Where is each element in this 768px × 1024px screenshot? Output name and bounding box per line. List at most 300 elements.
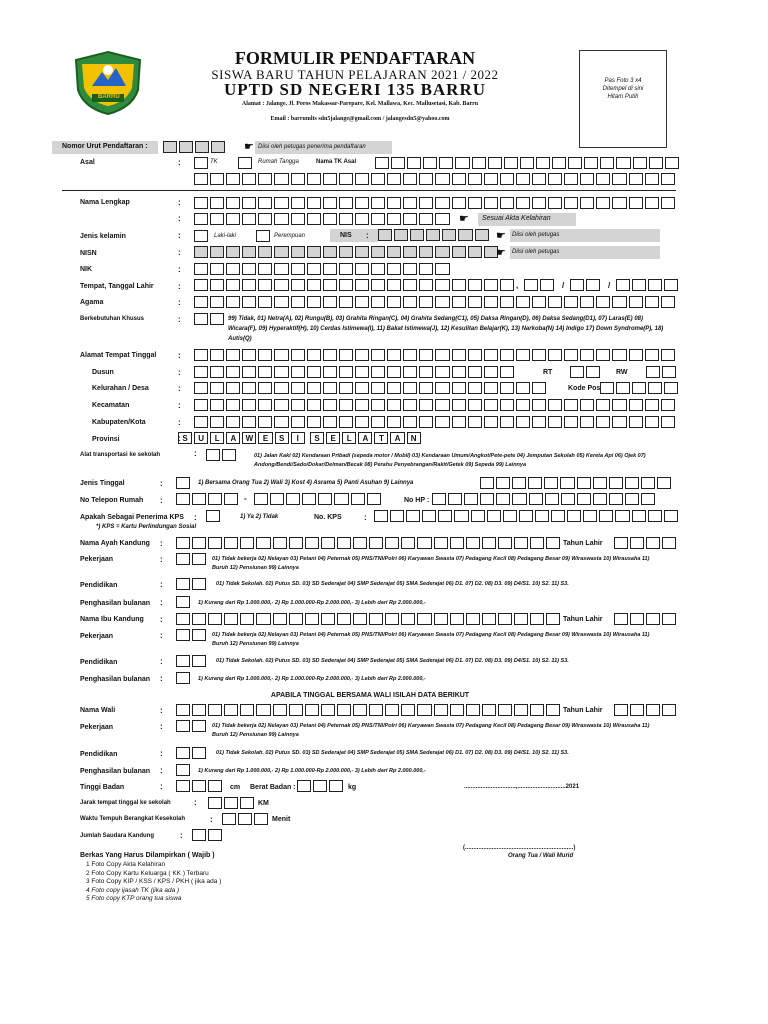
input-box[interactable]: [323, 399, 337, 411]
input-box[interactable]: [176, 672, 190, 684]
input-box[interactable]: [194, 382, 208, 394]
input-box[interactable]: [532, 399, 546, 411]
input-box[interactable]: [403, 416, 417, 428]
input-box[interactable]: [645, 349, 659, 361]
jarak-boxes[interactable]: [208, 797, 256, 809]
input-box[interactable]: [471, 510, 485, 522]
input-box[interactable]: [274, 263, 288, 275]
input-box[interactable]: [548, 173, 562, 185]
input-box[interactable]: [321, 613, 335, 625]
input-box[interactable]: [289, 704, 303, 716]
rt-boxes[interactable]: [570, 366, 602, 378]
input-box[interactable]: [355, 279, 369, 291]
nama-ibu-boxes[interactable]: [176, 613, 562, 625]
input-box[interactable]: [238, 157, 252, 169]
input-box[interactable]: [210, 416, 224, 428]
input-box[interactable]: [371, 173, 385, 185]
input-box[interactable]: [353, 613, 367, 625]
input-box[interactable]: [274, 173, 288, 185]
input-box[interactable]: [630, 704, 644, 716]
input-box[interactable]: [337, 537, 351, 549]
input-box[interactable]: [194, 416, 208, 428]
input-box[interactable]: [551, 510, 565, 522]
kode-pos-boxes[interactable]: [600, 382, 680, 394]
input-box[interactable]: [258, 213, 272, 225]
input-box[interactable]: [226, 279, 240, 291]
letter-box[interactable]: E: [326, 432, 340, 444]
input-box[interactable]: [208, 493, 222, 505]
berkebutuhan-boxes[interactable]: [194, 313, 226, 325]
tempat-lahir-boxes[interactable]: [194, 279, 519, 291]
input-box[interactable]: [612, 416, 626, 428]
input-box[interactable]: [305, 537, 319, 549]
input-box[interactable]: [194, 349, 208, 361]
input-box[interactable]: [273, 704, 287, 716]
input-box[interactable]: [307, 296, 321, 308]
input-box[interactable]: [323, 197, 337, 209]
input-box[interactable]: [600, 382, 614, 394]
input-box[interactable]: [625, 493, 639, 505]
input-box[interactable]: [570, 366, 584, 378]
input-box[interactable]: [210, 382, 224, 394]
input-box[interactable]: [339, 173, 353, 185]
input-box[interactable]: [629, 173, 643, 185]
input-box[interactable]: [614, 537, 628, 549]
input-box[interactable]: [464, 493, 478, 505]
input-box[interactable]: [468, 246, 482, 258]
input-box[interactable]: [614, 704, 628, 716]
input-box[interactable]: [435, 197, 449, 209]
input-box[interactable]: [661, 349, 675, 361]
input-box[interactable]: [258, 382, 272, 394]
input-box[interactable]: [194, 399, 208, 411]
input-box[interactable]: [567, 510, 581, 522]
input-box[interactable]: [371, 366, 385, 378]
pekerjaan-wali-boxes[interactable]: [176, 720, 208, 732]
input-box[interactable]: [435, 173, 449, 185]
input-box[interactable]: [435, 246, 449, 258]
input-box[interactable]: [580, 349, 594, 361]
input-box[interactable]: [633, 157, 647, 169]
input-box[interactable]: [500, 399, 514, 411]
input-box[interactable]: [452, 173, 466, 185]
input-box[interactable]: [210, 399, 224, 411]
input-box[interactable]: [468, 173, 482, 185]
input-box[interactable]: [323, 296, 337, 308]
input-box[interactable]: [403, 279, 417, 291]
input-box[interactable]: [208, 537, 222, 549]
input-box[interactable]: [337, 704, 351, 716]
input-box[interactable]: [632, 382, 646, 394]
input-box[interactable]: [176, 613, 190, 625]
input-box[interactable]: [179, 141, 193, 153]
input-box[interactable]: [403, 366, 417, 378]
input-box[interactable]: [452, 416, 466, 428]
berat-badan-boxes[interactable]: [297, 780, 345, 792]
input-box[interactable]: [323, 349, 337, 361]
input-box[interactable]: [664, 382, 678, 394]
input-box[interactable]: [629, 349, 643, 361]
letter-box[interactable]: U: [194, 432, 208, 444]
nama-tk-boxes-2[interactable]: [194, 173, 677, 185]
input-box[interactable]: [419, 296, 433, 308]
input-box[interactable]: [419, 382, 433, 394]
input-box[interactable]: [369, 613, 383, 625]
input-box[interactable]: [536, 157, 550, 169]
input-box[interactable]: [496, 493, 510, 505]
input-box[interactable]: [210, 313, 224, 325]
input-box[interactable]: [612, 197, 626, 209]
input-box[interactable]: [630, 537, 644, 549]
input-box[interactable]: [256, 230, 270, 242]
input-box[interactable]: [406, 510, 420, 522]
input-box[interactable]: [548, 416, 562, 428]
input-box[interactable]: [323, 416, 337, 428]
nik-boxes[interactable]: [194, 263, 452, 275]
input-box[interactable]: [371, 416, 385, 428]
input-box[interactable]: [648, 510, 662, 522]
input-box[interactable]: [466, 537, 480, 549]
input-box[interactable]: [532, 349, 546, 361]
input-box[interactable]: [208, 704, 222, 716]
input-box[interactable]: [194, 213, 208, 225]
input-box[interactable]: [176, 629, 190, 641]
input-box[interactable]: [224, 493, 238, 505]
input-box[interactable]: [612, 399, 626, 411]
input-box[interactable]: [580, 197, 594, 209]
input-box[interactable]: [593, 493, 607, 505]
input-box[interactable]: [194, 157, 208, 169]
input-box[interactable]: [468, 296, 482, 308]
input-box[interactable]: [307, 213, 321, 225]
input-box[interactable]: [482, 704, 496, 716]
perempuan-checkbox[interactable]: [256, 230, 272, 242]
input-box[interactable]: [452, 296, 466, 308]
input-box[interactable]: [629, 416, 643, 428]
input-box[interactable]: [528, 477, 542, 489]
input-box[interactable]: [274, 349, 288, 361]
input-box[interactable]: [646, 366, 660, 378]
input-box[interactable]: [532, 173, 546, 185]
input-box[interactable]: [394, 229, 408, 241]
input-box[interactable]: [580, 173, 594, 185]
input-box[interactable]: [254, 813, 268, 825]
letter-box[interactable]: L: [342, 432, 356, 444]
input-box[interactable]: [208, 797, 222, 809]
nama-wali-boxes[interactable]: [176, 704, 562, 716]
input-box[interactable]: [323, 279, 337, 291]
input-box[interactable]: [484, 197, 498, 209]
input-box[interactable]: [664, 279, 678, 291]
input-box[interactable]: [468, 349, 482, 361]
input-box[interactable]: [455, 157, 469, 169]
input-box[interactable]: [222, 449, 236, 461]
input-box[interactable]: [468, 382, 482, 394]
letter-box[interactable]: A: [390, 432, 404, 444]
input-box[interactable]: [548, 349, 562, 361]
input-box[interactable]: [488, 157, 502, 169]
input-box[interactable]: [353, 537, 367, 549]
input-box[interactable]: [580, 416, 594, 428]
agama-boxes[interactable]: [194, 296, 677, 308]
input-box[interactable]: [321, 537, 335, 549]
input-box[interactable]: [242, 246, 256, 258]
input-box[interactable]: [355, 416, 369, 428]
input-box[interactable]: [226, 416, 240, 428]
input-box[interactable]: [258, 296, 272, 308]
input-box[interactable]: [258, 366, 272, 378]
input-box[interactable]: [192, 720, 206, 732]
input-box[interactable]: [564, 416, 578, 428]
tahun-lahir-wali-boxes[interactable]: [614, 704, 678, 716]
input-box[interactable]: [242, 263, 256, 275]
input-box[interactable]: [289, 613, 303, 625]
alamat-boxes[interactable]: [194, 349, 677, 361]
input-box[interactable]: [560, 477, 574, 489]
input-box[interactable]: [194, 263, 208, 275]
input-box[interactable]: [226, 366, 240, 378]
input-box[interactable]: [222, 813, 236, 825]
input-box[interactable]: [442, 229, 456, 241]
nis-boxes[interactable]: [378, 229, 491, 241]
input-box[interactable]: [584, 157, 598, 169]
penghasilan-ayah-box[interactable]: [176, 596, 192, 608]
input-box[interactable]: [192, 829, 206, 841]
pendidikan-wali-boxes[interactable]: [176, 747, 208, 759]
input-box[interactable]: [586, 366, 600, 378]
input-box[interactable]: [194, 313, 208, 325]
input-box[interactable]: [258, 263, 272, 275]
input-box[interactable]: [176, 780, 190, 792]
input-box[interactable]: [226, 263, 240, 275]
input-box[interactable]: [371, 213, 385, 225]
input-box[interactable]: [371, 246, 385, 258]
input-box[interactable]: [355, 349, 369, 361]
input-box[interactable]: [403, 349, 417, 361]
input-box[interactable]: [291, 366, 305, 378]
input-box[interactable]: [435, 349, 449, 361]
input-box[interactable]: [258, 197, 272, 209]
input-box[interactable]: [500, 349, 514, 361]
input-box[interactable]: [609, 477, 623, 489]
input-box[interactable]: [242, 296, 256, 308]
input-box[interactable]: [192, 780, 206, 792]
input-box[interactable]: [403, 197, 417, 209]
input-box[interactable]: [564, 173, 578, 185]
input-box[interactable]: [448, 493, 462, 505]
input-box[interactable]: [242, 349, 256, 361]
input-box[interactable]: [480, 477, 494, 489]
input-box[interactable]: [192, 613, 206, 625]
input-box[interactable]: [417, 613, 431, 625]
input-box[interactable]: [577, 477, 591, 489]
tanggal-boxes[interactable]: [524, 279, 556, 291]
input-box[interactable]: [323, 366, 337, 378]
input-box[interactable]: [564, 349, 578, 361]
input-box[interactable]: [532, 382, 546, 394]
input-box[interactable]: [226, 382, 240, 394]
input-box[interactable]: [468, 197, 482, 209]
input-box[interactable]: [194, 173, 208, 185]
input-box[interactable]: [403, 173, 417, 185]
input-box[interactable]: [645, 399, 659, 411]
input-box[interactable]: [210, 279, 224, 291]
input-box[interactable]: [564, 399, 578, 411]
input-box[interactable]: [661, 173, 675, 185]
input-box[interactable]: [434, 704, 448, 716]
input-box[interactable]: [374, 510, 388, 522]
input-box[interactable]: [224, 797, 238, 809]
input-box[interactable]: [194, 197, 208, 209]
input-box[interactable]: [564, 197, 578, 209]
input-box[interactable]: [256, 704, 270, 716]
input-box[interactable]: [616, 279, 630, 291]
input-box[interactable]: [329, 780, 343, 792]
input-box[interactable]: [387, 349, 401, 361]
input-box[interactable]: [452, 366, 466, 378]
input-box[interactable]: [226, 246, 240, 258]
input-box[interactable]: [274, 279, 288, 291]
input-box[interactable]: [583, 510, 597, 522]
input-box[interactable]: [516, 416, 530, 428]
input-box[interactable]: [500, 279, 514, 291]
input-box[interactable]: [240, 537, 254, 549]
input-box[interactable]: [629, 399, 643, 411]
pekerjaan-ibu-boxes[interactable]: [176, 629, 208, 641]
input-box[interactable]: [226, 349, 240, 361]
input-box[interactable]: [291, 349, 305, 361]
input-box[interactable]: [482, 537, 496, 549]
input-box[interactable]: [426, 229, 440, 241]
input-box[interactable]: [435, 296, 449, 308]
letter-box[interactable]: W: [242, 432, 256, 444]
input-box[interactable]: [291, 382, 305, 394]
input-box[interactable]: [514, 613, 528, 625]
input-box[interactable]: [307, 279, 321, 291]
input-box[interactable]: [530, 613, 544, 625]
input-box[interactable]: [378, 229, 392, 241]
input-box[interactable]: [291, 197, 305, 209]
input-box[interactable]: [240, 797, 254, 809]
input-box[interactable]: [545, 493, 559, 505]
input-box[interactable]: [176, 477, 190, 489]
input-box[interactable]: [274, 416, 288, 428]
kelurahan-boxes[interactable]: [194, 382, 548, 394]
input-box[interactable]: [258, 349, 272, 361]
input-box[interactable]: [226, 296, 240, 308]
input-box[interactable]: [452, 197, 466, 209]
input-box[interactable]: [323, 263, 337, 275]
input-box[interactable]: [226, 213, 240, 225]
input-box[interactable]: [385, 613, 399, 625]
input-box[interactable]: [450, 613, 464, 625]
input-box[interactable]: [612, 173, 626, 185]
input-box[interactable]: [496, 477, 510, 489]
input-box[interactable]: [661, 296, 675, 308]
input-box[interactable]: [371, 382, 385, 394]
nama-lengkap-boxes[interactable]: [194, 197, 677, 209]
input-box[interactable]: [564, 296, 578, 308]
input-box[interactable]: [600, 157, 614, 169]
dusun-boxes[interactable]: [194, 366, 516, 378]
input-box[interactable]: [351, 493, 365, 505]
input-box[interactable]: [305, 613, 319, 625]
input-box[interactable]: [535, 510, 549, 522]
input-box[interactable]: [648, 382, 662, 394]
input-box[interactable]: [596, 416, 610, 428]
tinggi-badan-boxes[interactable]: [176, 780, 224, 792]
input-box[interactable]: [355, 382, 369, 394]
input-box[interactable]: [274, 399, 288, 411]
input-box[interactable]: [307, 349, 321, 361]
input-box[interactable]: [629, 296, 643, 308]
input-box[interactable]: [524, 279, 538, 291]
telepon-kode-boxes[interactable]: [176, 493, 240, 505]
saudara-boxes[interactable]: [192, 829, 224, 841]
input-box[interactable]: [435, 366, 449, 378]
input-box[interactable]: [435, 399, 449, 411]
input-box[interactable]: [321, 704, 335, 716]
input-box[interactable]: [369, 704, 383, 716]
input-box[interactable]: [468, 279, 482, 291]
input-box[interactable]: [657, 477, 671, 489]
input-box[interactable]: [291, 296, 305, 308]
input-box[interactable]: [242, 366, 256, 378]
kps-box[interactable]: [206, 510, 222, 522]
input-box[interactable]: [419, 213, 433, 225]
input-box[interactable]: [224, 613, 238, 625]
input-box[interactable]: [500, 296, 514, 308]
input-box[interactable]: [353, 704, 367, 716]
input-box[interactable]: [662, 366, 676, 378]
input-box[interactable]: [334, 493, 348, 505]
input-box[interactable]: [387, 279, 401, 291]
input-box[interactable]: [434, 537, 448, 549]
input-box[interactable]: [452, 279, 466, 291]
input-box[interactable]: [176, 704, 190, 716]
input-box[interactable]: [641, 477, 655, 489]
input-box[interactable]: [665, 157, 679, 169]
input-box[interactable]: [403, 246, 417, 258]
input-box[interactable]: [194, 279, 208, 291]
input-box[interactable]: [484, 296, 498, 308]
input-box[interactable]: [192, 629, 206, 641]
input-box[interactable]: [375, 157, 389, 169]
input-box[interactable]: [355, 213, 369, 225]
input-box[interactable]: [422, 510, 436, 522]
input-box[interactable]: [419, 416, 433, 428]
input-box[interactable]: [163, 141, 177, 153]
input-box[interactable]: [512, 493, 526, 505]
input-box[interactable]: [387, 366, 401, 378]
input-box[interactable]: [664, 510, 678, 522]
input-box[interactable]: [403, 263, 417, 275]
input-box[interactable]: [530, 537, 544, 549]
input-box[interactable]: [548, 296, 562, 308]
input-box[interactable]: [210, 197, 224, 209]
input-box[interactable]: [454, 510, 468, 522]
input-box[interactable]: [385, 537, 399, 549]
penghasilan-wali-box[interactable]: [176, 764, 192, 776]
input-box[interactable]: [192, 655, 206, 667]
input-box[interactable]: [258, 279, 272, 291]
bulan-boxes[interactable]: [570, 279, 602, 291]
input-box[interactable]: [419, 263, 433, 275]
input-box[interactable]: [614, 613, 628, 625]
jenis-tinggal-boxes[interactable]: [176, 477, 192, 489]
input-box[interactable]: [645, 416, 659, 428]
input-box[interactable]: [504, 157, 518, 169]
